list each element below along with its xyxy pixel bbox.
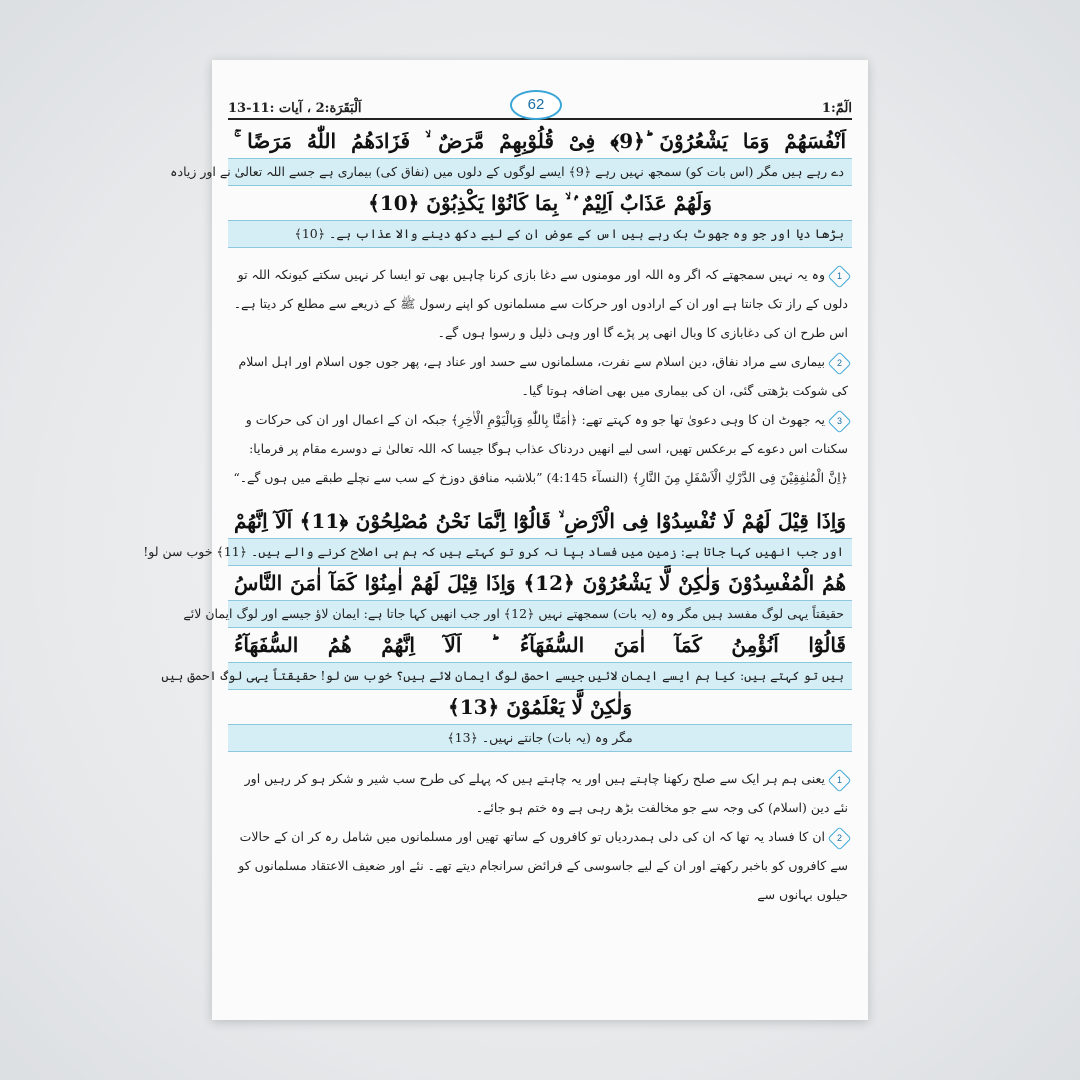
page-number: 62 [510,90,562,120]
translation-line: مگر وہ (یہ بات) جانتے نہیں۔ ﴿13﴾ [228,724,852,752]
juz-label: الٓمّٓ:1 [821,101,852,116]
quran-line: هُمُ الْمُفْسِدُوْنَ وَلٰكِنْ لَّا يَشْعُرُوْنَ ﴿12﴾ وَاِذَا قِيْلَ لَهُمْ اٰمِنُوْا كَمَآ اٰمَنَ النَّاسُ [234,571,847,595]
quran-line: قَالُوْٓا اَنُؤْمِنُ كَمَآ اٰمَنَ السُّفَهَآءُ ؕ اَلَآ اِنَّهُمْ هُمُ السُّفَهَآءُ [234,633,846,657]
footnote: 2بیماری سے مراد نفاق، دین اسلام سے نفرت، مسلمانوں سے حسد اور عناد ہے، پھر جوں جوں اسلام اور اہل اسلام کی شوکت بڑھتی گئی، ان کی بیماری میں بھی اضافہ ہوتا گیا۔ [228,347,852,405]
translation-line: ہیں تو کہتے ہیں: کیا ہم ایسے ایمان لائیں جیسے احمق لوگ ایمان لائے ہیں؟ خوب سن لو! حقیقتاً یہی لوگ احمق ہیں [228,662,852,690]
quran-line: وَلَهُمْ عَذَابٌ اَلِيْمٌ ۢ ۙ بِمَا كَانُوْا يَكْذِبُوْنَ ﴿10﴾ [368,191,712,215]
quran-line: وَاِذَا قِيْلَ لَهُمْ لَا تُفْسِدُوْا فِى الْاَرْضِ ۙ قَالُوْٓا اِنَّمَا نَحْنُ مُصْلِحُوْنَ ﴿11﴾ اَلَآ اِنَّهُمْ [234,509,846,533]
translation-line: بڑھا دیا اور جو وہ جھوٹ بک رہے ہیں اس کے عوض ان کے لیے دکھ دینے والا عذاب ہے۔ ﴿10﴾ [228,220,852,248]
footnote-marker: 2 [827,351,851,375]
footnote: 1وہ یہ نہیں سمجھتے کہ اگر وہ اللہ اور مومنوں سے دغا بازی کرنا چاہیں بھی تو ایسا کر نہیں سکتے کیونکہ اللہ تو دلوں کے راز تک جانتا ہے اور ان کے ارادوں اور حرکات سے مسلمانوں کو اپنے رسول ﷺ کے ذریعے سے مطلع کر دیتا ہے۔ اس طرح ان کی دغابازی کا وبال انھی پر پڑے گا اور وہی ذلیل و رسوا ہوں گے۔ [228,260,852,347]
quran-line: اَنْفُسَهُمْ وَمَا يَشْعُرُوْنَ ؕ﴿9﴾ فِىْ قُلُوْبِهِمْ مَّرَضٌ ۙ فَزَادَهُمُ اللّٰهُ مَرَضًا ۚ [234,129,847,153]
quran-line: وَلٰكِنْ لَّا يَعْلَمُوْنَ ﴿13﴾ [447,695,632,719]
footnote: 3یہ جھوٹ ان کا وہی دعویٰ تھا جو وہ کہتے تھے: ﴿اٰمَنَّا بِاللّٰهِ وَبِالْيَوْمِ الْاٰخِرِ﴾ جبکہ ان کے اعمال اور ان کی حرکات و سکنات اس دعوے کے برعکس تھیں، اسی لیے انھیں دردناک عذاب ہوگا جیسا کہ اللہ تعالیٰ نے دوسرے مقام پر فرمایا: ﴿اِنَّ الْمُنٰفِقِيْنَ فِى الدَّرْكِ الْاَسْفَلِ مِنَ النَّارِ﴾ (النسآء 4:145) ”بلاشبہ منافق دوزخ کے سب سے نچلے طبقے میں ہوں گے۔“ [228,405,852,492]
translation-line: حقیقتاً یہی لوگ مفسد ہیں مگر وہ (یہ بات) سمجھتے نہیں ﴿12﴾ اور جب انھیں کہا جاتا ہے: ایمان لاؤ جیسے اور لوگ ایمان لائے [228,600,852,628]
translation-line: دے رہے ہیں مگر (اس بات کو) سمجھ نہیں رہے ﴿9﴾ ایسے لوگوں کے دلوں میں (نفاق کی) بیماری ہے جسے اللہ تعالیٰ نے اور زیادہ [228,158,852,186]
footnote: 2ان کا فساد یہ تھا کہ ان کی دلی ہمدردیاں تو کافروں کے ساتھ تھیں اور مسلمانوں میں شامل رہ کر ان کے حالات سے کافروں کو باخبر رکھتے اور ان کے لیے جاسوسی کے فرائض سرانجام دیتے تھے۔ نئے اور ضعیف الاعتقاد مسلمانوں کو حیلوں بہانوں سے [228,822,852,909]
surah-ayat-label: اَلْبَقَرَة:2 ، آیات :11-13 [228,101,362,116]
footnote: 1یعنی ہم ہر ایک سے صلح رکھنا چاہتے ہیں اور یہ چاہتے ہیں کہ پہلے کی طرح سب شیر و شکر ہو کر رہیں اور نئے دین (اسلام) کی وجہ سے جو مخالفت بڑھ رہی ہے وہ ختم ہو جائے۔ [228,764,852,822]
page-content [143,124,852,909]
book-page [143,60,868,1020]
translation-line: اور جب انھیں کہا جاتا ہے: زمین میں فساد بپا نہ کرو تو کہتے ہیں کہ ہم ہی اصلاح کرنے والے ہیں۔ ﴿11﴾ خوب سن لو! [228,538,852,566]
footnote-marker: 2 [827,826,851,850]
footnote-marker: 1 [827,768,851,792]
footnote-marker: 1 [827,264,851,288]
footnote-marker: 3 [827,409,851,433]
